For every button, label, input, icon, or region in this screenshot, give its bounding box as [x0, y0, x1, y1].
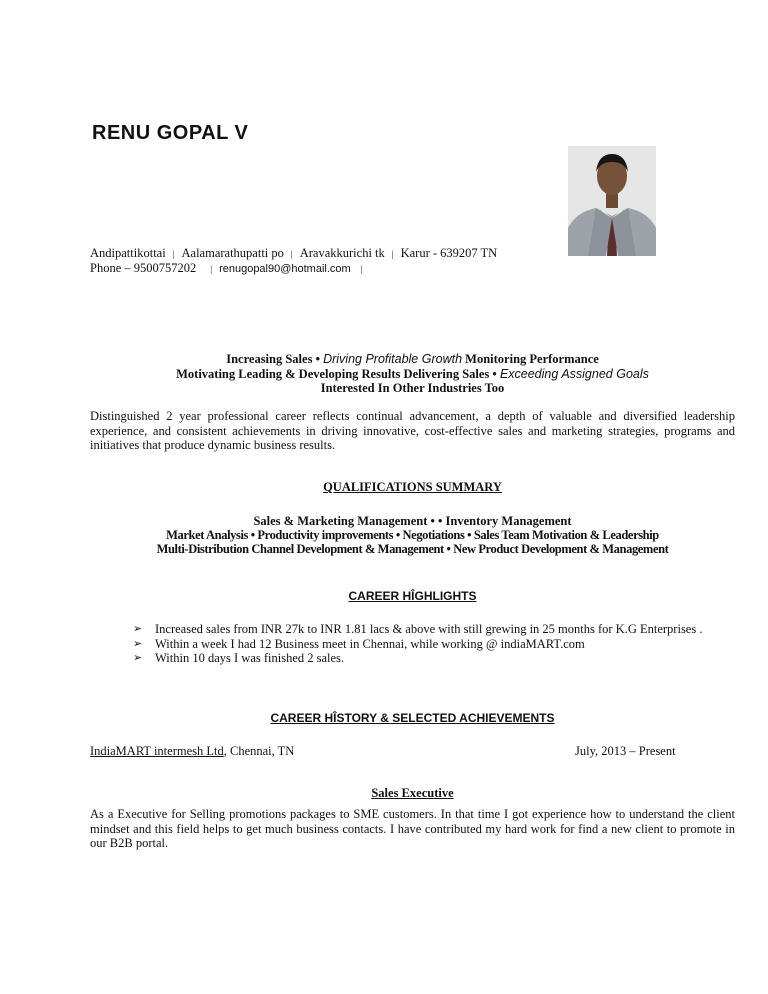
summary-paragraph [90, 409, 735, 453]
list-item [133, 622, 735, 637]
address-po: Aalamarathupatti po [181, 246, 284, 260]
highlight-text: Within 10 days I was finished 2 sales. [155, 651, 345, 665]
address-village: Andipattikottai [90, 246, 166, 260]
list-item [133, 637, 735, 652]
tagline-italic: Driving Profitable Growth [323, 352, 463, 366]
qualifications-line-1: Sales & Marketing Management • • Inventory Management [253, 514, 572, 528]
highlight-text: Increased sales from INR 27k to INR 1.81 lacs & above with still grewing in 25 months for K.G Enterprises . [155, 622, 703, 636]
highlight-text: Within a week I had 12 Business meet in Chennai, while working @ indiaMART.com [155, 636, 585, 651]
tagline [90, 352, 735, 396]
job-description-text: As a Executive for Selling promotions packages to SME customers. In that time I got experience how to understand the client mindset and this field helps to get much business contacts. I have contributed my hard work for find a new client to promote in our B2B portal. [90, 807, 735, 850]
tagline-text: Increasing Sales • [226, 352, 320, 366]
address-district: Karur - 639207 TN [400, 246, 498, 260]
arrow-bullet-icon: ➢ [133, 652, 143, 664]
phone-email-line [90, 261, 497, 276]
contact-block [90, 246, 497, 276]
qualifications-heading: QUALIFICATIONS SUMMARY [323, 480, 502, 494]
company-line [90, 744, 294, 759]
separator: | [172, 249, 175, 260]
summary-text: Distinguished 2 year professional career reflects continual advancement, a depth of valuable and diversified leadership experience, and consistent achievements in driving innovative, cost-effective sales and marketing strategies, programs and initiatives that produce dynamic business results. [90, 409, 735, 452]
career-highlights-heading: CAREER HÎGHLIGHTS [348, 589, 477, 603]
qualifications-line-2: Market Analysis • Productivity improvements • Negotiations • Sales Team Motivation & Leadership [166, 528, 659, 542]
career-history-heading: CAREER HÎSTORY & SELECTED ACHIEVEMENTS [270, 711, 555, 725]
tagline-text: Motivating Leading & Developing Results Delivering Sales • [176, 366, 497, 381]
tagline-line-2 [90, 367, 735, 382]
separator: | [210, 264, 213, 275]
company-name: IndiaMART intermesh Ltd [90, 744, 224, 758]
qualifications-line-3: Multi-Distribution Channel Development & Management • New Product Development & Management [156, 542, 669, 556]
arrow-bullet-icon: ➢ [133, 623, 143, 635]
qualifications-list [90, 514, 735, 556]
tagline-line-1 [90, 352, 735, 367]
job-title: Sales Executive [371, 786, 454, 800]
career-highlights-list [133, 622, 735, 666]
address-line [90, 246, 497, 261]
candidate-name: RENU GOPAL V [92, 122, 249, 144]
job-description [90, 807, 735, 851]
separator: | [391, 249, 394, 260]
tagline-text: Monitoring Performance [465, 352, 599, 366]
arrow-bullet-icon: ➢ [133, 637, 143, 650]
email-address[interactable]: renugopal90@hotmail.com [219, 263, 351, 276]
list-item [133, 651, 735, 666]
address-taluk: Aravakkurichi tk [299, 246, 385, 260]
separator: | [360, 264, 363, 275]
profile-photo [568, 146, 656, 256]
company-location: , Chennai, TN [223, 744, 295, 758]
tagline-line-3: Interested In Other Industries Too [320, 381, 505, 395]
employment-dates: July, 2013 – Present [575, 744, 676, 758]
separator: | [290, 249, 293, 260]
phone-number: Phone – 9500757202 [90, 261, 197, 276]
tagline-italic: Exceeding Assigned Goals [499, 366, 649, 381]
